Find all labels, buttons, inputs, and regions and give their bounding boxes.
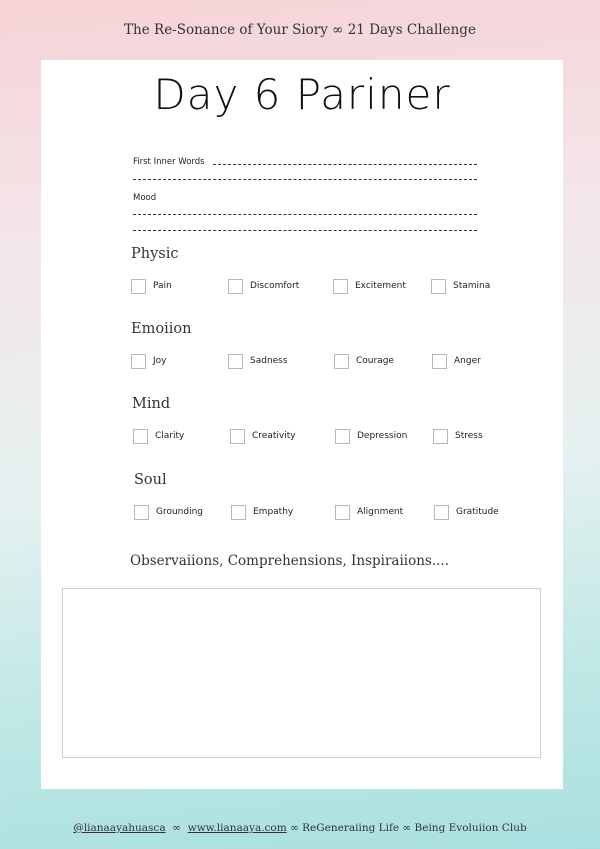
- header-text: The Re-Sonance of Your Siory ∞ 21 Days Challenge: [124, 22, 476, 38]
- checkbox[interactable]: [434, 505, 449, 520]
- checkbox[interactable]: [333, 279, 348, 294]
- checkbox[interactable]: [228, 279, 243, 294]
- checkbox[interactable]: [433, 429, 448, 444]
- checkbox[interactable]: [231, 505, 246, 520]
- section-title-emotion: Emoiion: [131, 321, 192, 337]
- checkbox[interactable]: [334, 354, 349, 369]
- mind-options: Clarity Creativity Depression Stress: [131, 429, 531, 447]
- instagram-link[interactable]: @lianaayahuasca: [73, 822, 166, 834]
- checkbox[interactable]: [131, 279, 146, 294]
- checkbox[interactable]: [133, 429, 148, 444]
- physic-options: Pain Discomfort Excitement Stamina: [131, 279, 531, 297]
- first-inner-words-line-1[interactable]: [213, 164, 477, 165]
- section-title-mind: Mind: [132, 396, 171, 412]
- mood-line-2[interactable]: [133, 230, 477, 231]
- checkbox[interactable]: [134, 505, 149, 520]
- observations-title: Observaiions, Comprehensions, Inspiraiions....: [130, 553, 449, 569]
- checkbox[interactable]: [131, 354, 146, 369]
- footer-tagline: ∞ ReGeneraiing Life ∞ Being Evoluiion Club: [290, 822, 527, 834]
- checkbox[interactable]: [431, 279, 446, 294]
- mood-label: Mood: [133, 193, 157, 203]
- first-inner-words-line-2[interactable]: [133, 179, 477, 180]
- infinity-separator: ∞: [172, 822, 182, 834]
- page-title: Day 6 Pariner: [153, 70, 451, 119]
- first-inner-words-label: First Inner Words: [133, 157, 205, 167]
- soul-options: Grounding Empathy Alignment Gratitude: [131, 505, 531, 523]
- observations-textbox[interactable]: [62, 588, 541, 758]
- mood-line-1[interactable]: [133, 214, 477, 215]
- footer: [0, 822, 600, 834]
- emotion-options: Joy Sadness Courage Anger: [131, 354, 531, 372]
- checkbox[interactable]: [335, 505, 350, 520]
- section-title-physic: Physic: [131, 246, 179, 262]
- checkbox[interactable]: [335, 429, 350, 444]
- journal-sheet: [41, 60, 563, 789]
- checkbox[interactable]: [230, 429, 245, 444]
- checkbox[interactable]: [432, 354, 447, 369]
- website-link[interactable]: www.lianaaya.com: [187, 822, 287, 834]
- checkbox[interactable]: [228, 354, 243, 369]
- section-title-soul: Soul: [134, 472, 167, 488]
